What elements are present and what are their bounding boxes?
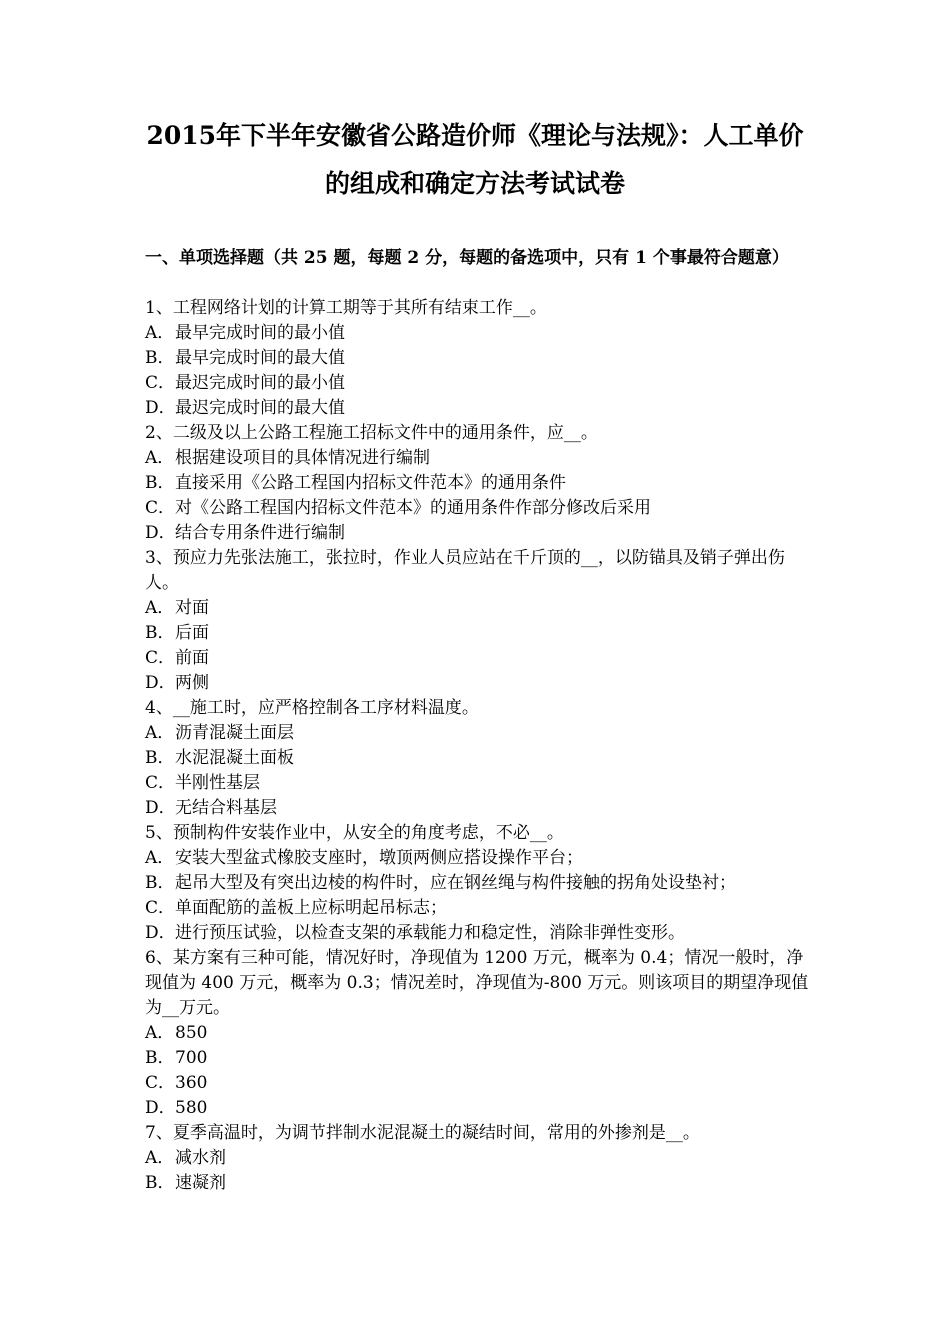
- option-letter: D．: [145, 673, 176, 693]
- option-text: 850: [175, 1023, 208, 1043]
- option-text: 沥青混凝土面层: [175, 723, 294, 743]
- question-stem: 3、预应力先张法施工，张拉时，作业人员应站在千斤顶的__，以防锚具及销子弹出伤人。: [145, 548, 785, 593]
- option-letter: D．: [145, 398, 176, 418]
- option-letter: C．: [145, 1073, 176, 1093]
- option-text: 无结合料基层: [175, 798, 277, 818]
- question-stem: 1、工程网络计划的计算工期等于其所有结束工作__。: [145, 298, 547, 318]
- option-text: 进行预压试验，以检查支架的承载能力和稳定性，消除非弹性变形。: [175, 923, 685, 943]
- option-text: 半刚性基层: [175, 773, 260, 793]
- option-letter: A．: [145, 448, 175, 468]
- option-c: [145, 1071, 813, 1096]
- option-letter: B．: [145, 1173, 175, 1193]
- option-letter: B．: [145, 748, 175, 768]
- option-text: 直接采用《公路工程国内招标文件范本》的通用条件: [175, 473, 566, 493]
- option-text: 580: [175, 1098, 208, 1118]
- option-text: 水泥混凝土面板: [175, 748, 294, 768]
- option-text: 单面配筋的盖板上应标明起吊标志；: [175, 898, 447, 918]
- option-letter: D．: [145, 523, 176, 543]
- title-line-2: 的组成和确定方法考试试卷: [324, 169, 625, 198]
- option-c: [145, 496, 813, 521]
- option-text: 两侧: [175, 673, 209, 693]
- option-letter: A．: [145, 723, 175, 743]
- option-text: 最早完成时间的最大值: [175, 348, 345, 368]
- question-stem: 5、预制构件安装作业中，从安全的角度考虑，不必__。: [145, 823, 564, 843]
- option-letter: D．: [145, 1098, 176, 1118]
- option-d: [145, 396, 813, 421]
- option-letter: B．: [145, 873, 175, 893]
- option-letter: B．: [145, 348, 175, 368]
- question-stem: 7、夏季高温时，为调节拌制水泥混凝土的凝结时间，常用的外掺剂是__。: [145, 1123, 700, 1143]
- option-letter: C．: [145, 648, 176, 668]
- option-b: [145, 746, 813, 771]
- option-text: 360: [175, 1073, 208, 1093]
- question-3: [145, 546, 813, 696]
- option-d: [145, 1096, 813, 1121]
- option-letter: C．: [145, 498, 176, 518]
- option-a: [145, 1021, 813, 1046]
- option-text: 结合专用条件进行编制: [175, 523, 345, 543]
- option-c: [145, 771, 813, 796]
- option-letter: B．: [145, 473, 175, 493]
- option-d: [145, 921, 813, 946]
- option-letter: C．: [145, 373, 176, 393]
- option-a: [145, 321, 813, 346]
- option-c: [145, 646, 813, 671]
- option-text: 最迟完成时间的最大值: [175, 398, 345, 418]
- option-letter: C．: [145, 898, 176, 918]
- option-c: [145, 371, 813, 396]
- option-d: [145, 521, 813, 546]
- option-b: [145, 346, 813, 371]
- document-title: [120, 112, 830, 208]
- option-b: [145, 471, 813, 496]
- option-a: [145, 596, 813, 621]
- question-stem: 6、某方案有三种可能，情况好时，净现值为 1200 万元，概率为 0.4；情况一般时，净现值为 400 万元，概率为 0.3；情况差时，净现值为-800 万元。则该项目的期望净现值为__万元。: [145, 948, 809, 1018]
- option-b: [145, 1046, 813, 1071]
- option-letter: B．: [145, 623, 175, 643]
- question-1: [145, 296, 813, 421]
- question-2: [145, 421, 813, 546]
- option-text: 对《公路工程国内招标文件范本》的通用条件作部分修改后采用: [175, 498, 651, 518]
- option-c: [145, 896, 813, 921]
- option-text: 减水剂: [175, 1148, 226, 1168]
- option-d: [145, 671, 813, 696]
- option-letter: D．: [145, 798, 176, 818]
- option-letter: A．: [145, 1148, 175, 1168]
- option-a: [145, 1146, 813, 1171]
- question-list: [145, 296, 813, 1196]
- option-text: 根据建设项目的具体情况进行编制: [175, 448, 430, 468]
- option-b: [145, 1171, 813, 1196]
- question-stem: 4、__施工时，应严格控制各工序材料温度。: [145, 698, 479, 718]
- option-letter: B．: [145, 1048, 175, 1068]
- option-text: 起吊大型及有突出边棱的构件时，应在钢丝绳与构件接触的拐角处设垫衬；: [175, 873, 736, 893]
- question-stem: 2、二级及以上公路工程施工招标文件中的通用条件，应__。: [145, 423, 598, 443]
- question-4: [145, 696, 813, 821]
- option-letter: A．: [145, 848, 175, 868]
- option-text: 700: [175, 1048, 208, 1068]
- title-line-1: 2015年下半年安徽省公路造价师《理论与法规》：人工单价: [146, 121, 804, 150]
- question-7: [145, 1121, 813, 1196]
- option-a: [145, 446, 813, 471]
- option-letter: D．: [145, 923, 176, 943]
- section-heading: 一、单项选择题（共 25 题，每题 2 分，每题的备选项中，只有 1 个事最符合题意）: [145, 248, 789, 268]
- option-letter: A．: [145, 1023, 175, 1043]
- option-letter: A．: [145, 598, 175, 618]
- option-b: [145, 621, 813, 646]
- option-a: [145, 721, 813, 746]
- question-5: [145, 821, 813, 946]
- option-letter: A．: [145, 323, 175, 343]
- option-text: 安装大型盆式橡胶支座时，墩顶两侧应搭设操作平台；: [175, 848, 583, 868]
- option-text: 最早完成时间的最小值: [175, 323, 345, 343]
- option-text: 后面: [175, 623, 209, 643]
- option-d: [145, 796, 813, 821]
- option-text: 对面: [175, 598, 209, 618]
- option-text: 速凝剂: [175, 1173, 226, 1193]
- option-a: [145, 846, 813, 871]
- option-letter: C．: [145, 773, 176, 793]
- question-6: [145, 946, 813, 1121]
- option-b: [145, 871, 813, 896]
- option-text: 最迟完成时间的最小值: [175, 373, 345, 393]
- option-text: 前面: [175, 648, 209, 668]
